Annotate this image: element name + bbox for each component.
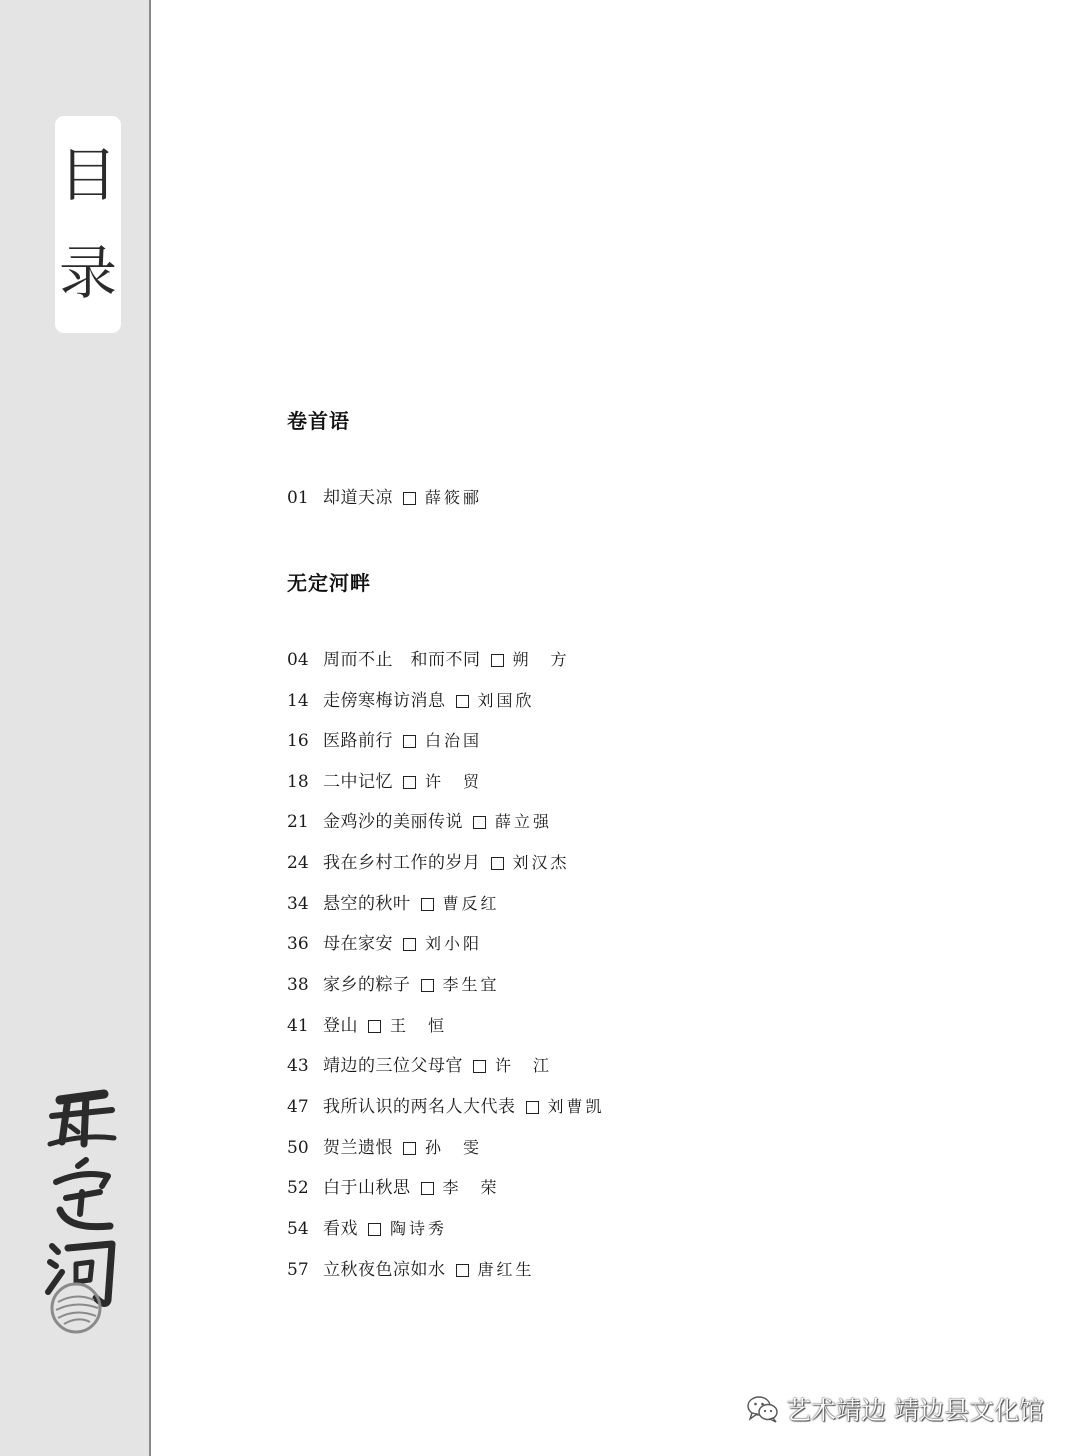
toc-author: 刘曹凯 [547,1097,605,1116]
toc-entry[interactable] [287,1217,447,1241]
separator-square-icon [421,898,434,911]
toc-page-number: 41 [287,1016,309,1036]
separator-square-icon [403,776,416,789]
toc-page-number: 47 [287,1097,309,1117]
toc-entry[interactable] [287,1054,552,1078]
toc-page-number: 14 [287,691,309,711]
toc-entry[interactable] [287,1258,535,1282]
toc-page-number: 52 [287,1178,309,1198]
toc-page-number: 36 [287,934,309,954]
toc-author: 刘汉杰 [512,853,570,872]
sidebar-band [0,0,151,1456]
toc-article-title: 白于山秋思 [323,1178,411,1198]
toc-article-title: 我所认识的两名人大代表 [323,1097,516,1117]
separator-square-icon [473,1060,486,1073]
toc-article-title: 登山 [323,1016,358,1036]
toc-page-number: 18 [287,772,309,792]
toc-entry[interactable] [287,810,552,834]
separator-square-icon [456,1264,469,1277]
toc-author: 刘小阳 [425,934,483,953]
toc-page-number: 34 [287,894,309,914]
toc-entry[interactable] [287,648,570,672]
separator-square-icon [403,735,416,748]
toc-entry[interactable] [287,932,482,956]
toc-article-title: 走傍寒梅访消息 [323,691,446,711]
toc-entry[interactable] [287,1176,500,1200]
toc-entry[interactable] [287,973,500,997]
toc-entry[interactable] [287,729,482,753]
separator-square-icon [368,1020,381,1033]
toc-author: 李 荣 [442,1178,500,1197]
toc-article-title: 看戏 [323,1219,358,1239]
toc-page-number: 16 [287,731,309,751]
toc-entry[interactable] [287,1014,447,1038]
toc-article-title: 二中记忆 [323,772,393,792]
toc-page-number: 04 [287,650,309,670]
toc-article-title: 却道天凉 [323,488,393,508]
toc-author: 孙 雯 [425,1138,483,1157]
toc-entry[interactable] [287,851,570,875]
magazine-logo [42,1086,122,1336]
toc-page-number: 57 [287,1260,309,1280]
toc-entry[interactable] [287,770,482,794]
toc-author: 唐红生 [477,1260,535,1279]
toc-page-number: 01 [287,488,309,508]
toc-title-char-2: 录 [58,239,117,307]
toc-page-number: 21 [287,812,309,832]
toc-author: 朔 方 [512,650,570,669]
toc-author: 薛立强 [495,812,553,831]
separator-square-icon [421,1182,434,1195]
toc-author: 许 贸 [425,772,483,791]
toc-article-title: 靖边的三位父母官 [323,1056,463,1076]
toc-title-tab [55,116,121,333]
separator-square-icon [403,492,416,505]
toc-article-title: 悬空的秋叶 [323,894,411,914]
separator-square-icon [368,1223,381,1236]
toc-entry[interactable] [287,689,535,713]
toc-page-number: 43 [287,1056,309,1076]
toc-entry[interactable] [287,892,500,916]
toc-page-number: 24 [287,853,309,873]
separator-square-icon [491,857,504,870]
toc-page-number: 54 [287,1219,309,1239]
toc-author: 薛筱郦 [425,488,483,507]
toc-author: 白治国 [425,731,483,750]
toc-article-title: 立秋夜色凉如水 [323,1260,446,1280]
separator-square-icon [421,979,434,992]
toc-author: 王 恒 [390,1016,448,1035]
toc-article-title: 贺兰遗恨 [323,1138,393,1158]
toc-page-number: 38 [287,975,309,995]
toc-article-title: 我在乡村工作的岁月 [323,853,481,873]
separator-square-icon [456,695,469,708]
watermark-text: 艺术靖边 靖边县文化馆 [786,1396,1044,1425]
toc-title-char-1: 目 [58,141,117,209]
section-heading: 卷首语 [287,409,350,433]
section-heading: 无定河畔 [287,571,371,595]
toc-entry[interactable] [287,1136,482,1160]
wechat-icon [746,1394,780,1424]
separator-square-icon [526,1101,539,1114]
separator-square-icon [403,1142,416,1155]
toc-author: 陶诗秀 [390,1219,448,1238]
toc-article-title: 金鸡沙的美丽传说 [323,812,463,832]
wechat-watermark [746,1392,1044,1426]
toc-article-title: 周而不止 和而不同 [323,650,481,670]
toc-author: 刘国欣 [477,691,535,710]
separator-square-icon [491,654,504,667]
separator-square-icon [473,816,486,829]
toc-article-title: 医路前行 [323,731,393,751]
separator-square-icon [403,938,416,951]
toc-entry[interactable] [287,1095,605,1119]
toc-author: 曹反红 [442,894,500,913]
toc-page-number: 50 [287,1138,309,1158]
toc-author: 许 江 [495,1056,553,1075]
toc-author: 李生宜 [442,975,500,994]
toc-article-title: 母在家安 [323,934,393,954]
toc-article-title: 家乡的粽子 [323,975,411,995]
toc-entry[interactable] [287,486,482,510]
